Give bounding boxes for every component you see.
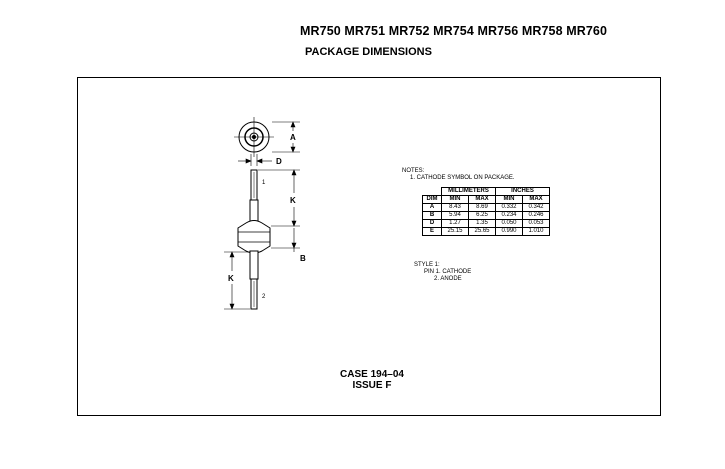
pin-2-marker: 2 [262,294,266,300]
cell-mm-max: 1.35 [469,220,496,228]
label-d: D [276,157,282,166]
cell-mm-min: 1.27 [442,220,469,228]
notes-title: NOTES: [402,168,425,174]
cell-in-min: 0.050 [496,220,523,228]
cell-in-max: 0.246 [523,212,550,220]
dim-a [272,122,300,152]
label-b: B [300,254,306,263]
section-title: PACKAGE DIMENSIONS [305,46,432,58]
label-k-lower: K [228,274,234,283]
label-a: A [290,133,296,142]
table-group-header-row [423,188,550,196]
header-in-min: MIN [496,196,523,204]
table-row [423,204,550,212]
table-corner-cell [423,188,442,196]
dim-d [238,154,272,166]
table-row [423,220,550,228]
header-millimeters: MILLIMETERS [442,188,496,196]
cell-mm-min: 25.15 [442,228,469,236]
header-mm-max: MAX [469,196,496,204]
cell-mm-max: 25.65 [469,228,496,236]
style-pin-1: PIN 1. CATHODE [424,269,472,275]
cell-in-min: 0.990 [496,228,523,236]
style-pin-2: 2. ANODE [434,276,462,282]
header-dim: DIM [423,196,442,204]
cell-mm-min: 8.43 [442,204,469,212]
row-dim: B [423,212,442,220]
row-dim: D [423,220,442,228]
cell-mm-max: 8.69 [469,204,496,212]
cell-mm-max: 6.25 [469,212,496,220]
table-row [423,228,550,236]
cell-mm-min: 5.94 [442,212,469,220]
side-view [238,170,270,309]
dim-b [271,228,300,252]
cell-in-min: 0.234 [496,212,523,220]
cell-in-max: 1.010 [523,228,550,236]
header-mm-min: MIN [442,196,469,204]
cell-in-min: 0.332 [496,204,523,212]
cell-in-max: 0.342 [523,204,550,212]
issue-label: ISSUE F [352,380,392,391]
row-dim: E [423,228,442,236]
cell-in-max: 0.053 [523,220,550,228]
dimensions-table [422,187,550,236]
style-title: STYLE 1: [414,262,440,268]
part-numbers-header: MR750 MR751 MR752 MR754 MR756 MR758 MR760 [300,24,608,38]
row-dim: A [423,204,442,212]
table-sub-header-row [423,196,550,204]
label-k-upper: K [290,196,296,205]
header-in-max: MAX [523,196,550,204]
table-row [423,212,550,220]
end-view [234,117,274,157]
header-inches: INCHES [496,188,550,196]
pin-1-marker: 1 [262,180,266,186]
notes-item-1: 1. CATHODE SYMBOL ON PACKAGE. [410,175,515,181]
case-label: CASE 194–04 [340,369,404,380]
